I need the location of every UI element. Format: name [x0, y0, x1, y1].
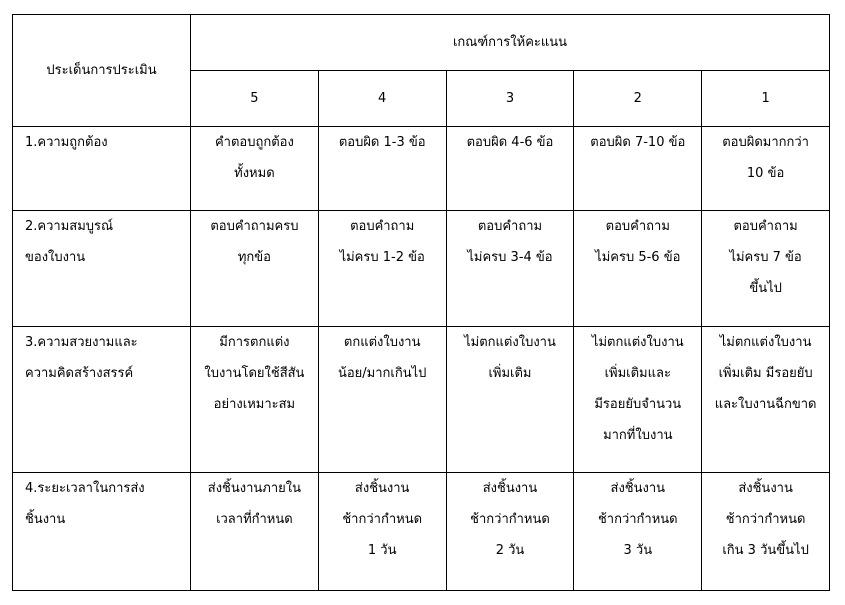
text-line: ตอบผิดมากกว่า [722, 135, 809, 150]
score-cell-1 [702, 127, 830, 211]
text-line: ใบงานโดยใช้สีสัน [204, 366, 305, 381]
text-line: มีรอยยับจำนวน [594, 397, 682, 412]
text-line: เพิ่มเติม [488, 366, 532, 381]
text-line: เวลาที่กำหนด [216, 512, 293, 527]
score-cell-2 [574, 473, 702, 591]
score-cell-3 [446, 127, 574, 211]
criterion-cell [13, 127, 191, 211]
header-score-1: 1 [702, 71, 830, 127]
text-line: ขึ้นไป [749, 281, 782, 296]
text-line: ความคิดสร้างสรรค์ [25, 366, 134, 381]
text-line: ส่งชิ้นงาน [738, 481, 793, 496]
text-line: น้อย/มากเกินไป [337, 366, 427, 381]
text-line: ช้ากว่ากำหนด [725, 512, 806, 527]
header-row-group [13, 15, 830, 71]
score-cell-4 [318, 211, 446, 327]
criterion-cell [13, 211, 191, 327]
text-line: ไม่ครบ 1-2 ข้อ [339, 250, 425, 265]
text-line: ไม่ตกแต่งใบงาน [591, 335, 684, 350]
score-cell-3 [446, 211, 574, 327]
text-line: ทุกข้อ [237, 250, 271, 265]
text-line: ตอบผิด 1-3 ข้อ [338, 135, 426, 150]
score-cell-4 [318, 473, 446, 591]
score-cell-5 [191, 473, 319, 591]
text-line: ไม่ครบ 7 ข้อ [729, 250, 802, 265]
text-line: ส่งชิ้นงาน [354, 481, 410, 496]
header-score-2: 2 [574, 71, 702, 127]
header-score-4: 4 [318, 71, 446, 127]
score-cell-2 [574, 327, 702, 473]
text-line: 3.ความสวยงามและ [25, 335, 138, 350]
text-line: และใบงานฉีกขาด [714, 397, 817, 412]
text-line: ชิ้นงาน [25, 512, 66, 527]
text-line: 4.ระยะเวลาในการส่ง [25, 481, 145, 496]
table-row [13, 127, 830, 211]
text-line: คำตอบถูกต้อง [214, 135, 294, 150]
text-line: 1 วัน [367, 543, 397, 558]
header-scoring-criteria: เกณฑ์การให้คะแนน [191, 15, 830, 71]
text-line: เกิน 3 วันขึ้นไป [722, 543, 809, 558]
score-cell-1 [702, 211, 830, 327]
text-line: ช้ากว่ากำหนด [342, 512, 423, 527]
score-cell-1 [702, 473, 830, 591]
rubric-table [12, 14, 830, 591]
criterion-cell [13, 473, 191, 591]
table-row [13, 211, 830, 327]
score-cell-1 [702, 327, 830, 473]
text-line: 2 วัน [495, 543, 525, 558]
score-cell-5 [191, 127, 319, 211]
text-line: ตอบผิด 7-10 ข้อ [590, 135, 686, 150]
text-line: มากที่ใบงาน [603, 428, 673, 443]
score-cell-4 [318, 327, 446, 473]
text-line: ตอบคำถาม [477, 219, 543, 234]
text-line: ไม่ตกแต่งใบงาน [464, 335, 556, 350]
text-line: ตอบคำถาม [605, 219, 670, 234]
text-line: ตกแต่งใบงาน [343, 335, 421, 350]
text-line: ตอบคำถาม [350, 219, 415, 234]
score-cell-3 [446, 473, 574, 591]
text-line: ช้ากว่ากำหนด [597, 512, 678, 527]
score-cell-3 [446, 327, 574, 473]
text-line: เพิ่มเติม มีรอยยับ [718, 366, 813, 381]
header-score-3: 3 [446, 71, 574, 127]
score-cell-4 [318, 127, 446, 211]
text-line: ส่งชิ้นงาน [610, 481, 666, 496]
text-line: 2.ความสมบูรณ์ [25, 219, 114, 234]
text-line: ตอบผิด 4-6 ข้อ [466, 135, 554, 150]
text-line: อย่างเหมาะสม [213, 397, 296, 412]
score-cell-5 [191, 211, 319, 327]
text-line: ตอบคำถามครบ [210, 219, 299, 234]
text-line: ช้ากว่ากำหนด [470, 512, 550, 527]
table-row [13, 473, 830, 591]
criterion-cell [13, 327, 191, 473]
text-line: ไม่ตกแต่งใบงาน [719, 335, 812, 350]
text-line: ส่งชิ้นงานภายใน [207, 481, 302, 496]
score-cell-5 [191, 327, 319, 473]
score-cell-2 [574, 127, 702, 211]
text-line: ไม่ครบ 5-6 ข้อ [595, 250, 681, 265]
text-line: ตอบคำถาม [733, 219, 798, 234]
text-line: 3 วัน [623, 543, 653, 558]
text-line: 1.ความถูกต้อง [25, 135, 108, 150]
score-cell-2 [574, 211, 702, 327]
text-line: ไม่ครบ 3-4 ข้อ [467, 250, 553, 265]
text-line: ของใบงาน [25, 250, 86, 265]
text-line: ทั้งหมด [234, 166, 275, 181]
text-line: มีการตกแต่ง [219, 335, 290, 350]
table-row [13, 327, 830, 473]
header-criteria: ประเด็นการประเมิน [13, 15, 191, 127]
text-line: ส่งชิ้นงาน [482, 481, 538, 496]
text-line: 10 ข้อ [746, 166, 785, 181]
text-line: เพิ่มเติมและ [604, 366, 671, 381]
header-score-5: 5 [191, 71, 319, 127]
